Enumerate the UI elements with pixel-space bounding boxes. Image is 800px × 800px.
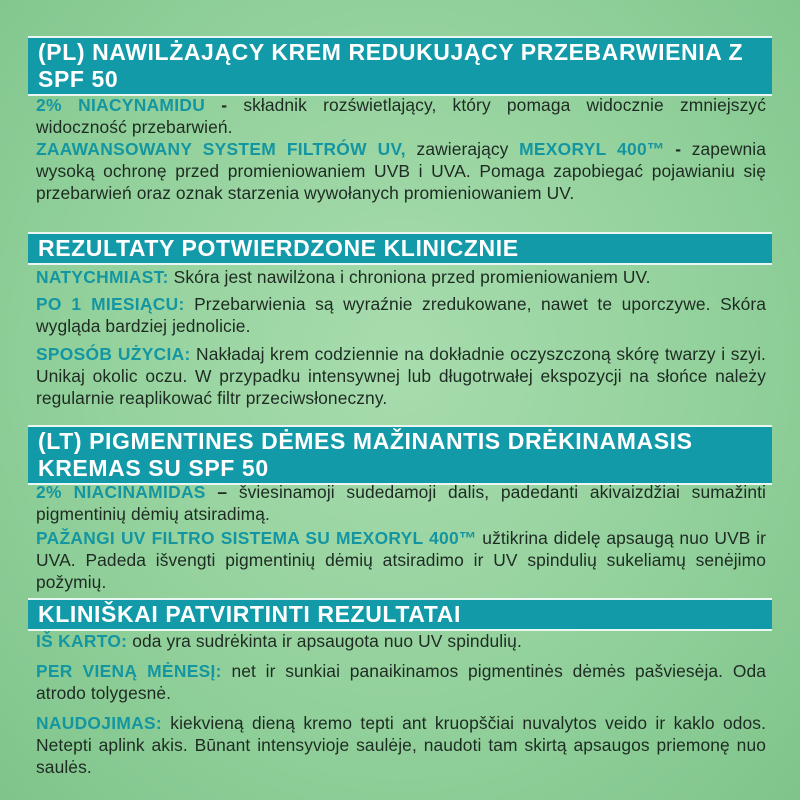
pl-niacinamide-highlight: 2% NIACYNAMIDU <box>36 95 206 115</box>
pl-uv-filter-highlight: ZAAWANSOWANY SYSTEM FILTRÓW UV, <box>36 139 406 159</box>
lt-niacinamide-paragraph <box>36 481 766 525</box>
pl-result-immediate <box>36 266 766 288</box>
lt-title-banner <box>28 425 772 485</box>
lt-result-month-text: net ir sunkiai panaikinamos pigmentinės dėmės pašviesėja. Oda atrodo tolygesnė. <box>36 661 766 703</box>
lt-niacinamide-text: šviesinamoji sudedamoji dalis, padedanti akivaizdžiai sumažinti pigmentinių dėmių atsiradimą. <box>36 482 767 524</box>
lt-usage-text: kiekvieną dieną kremo tepti ant kruopščiai nuvalytos veido ir kaklo odos. Netepti aplink akis. Būnant intensyvioje saulėje, naudoti tam skirtą apsaugos priemonę nuo saulės. <box>36 713 766 777</box>
lt-usage <box>36 712 766 778</box>
pl-uv-filter-text: zapewnia wysoką ochronę przed promieniowaniem UVB i UVA. Pomaga zapobiegać pojawianiu się przebarwień oraz oznak starzenia wywołanych promieniowaniem UV. <box>36 139 766 203</box>
lt-uv-filter-text: užtikrina didelę apsaugą nuo UVB ir UVA. Padeda išvengti pigmentinių dėmių atsiradimo ir UV spindulių sukeliamų senėjimo požymių. <box>36 528 766 592</box>
pl-usage-text: Nakładaj krem codziennie na dokładnie oczyszczoną skórę twarzy i szyi. Unikaj okolic oczu. W przypadku intensywnej lub długotrwałej ekspozycji na słońce należy regularnie reaplikować filtr przeciwsłoneczny. <box>36 344 766 408</box>
lt-usage-label: NAUDOJIMAS: <box>36 713 163 733</box>
lt-niacinamide-highlight: 2% NIACINAMIDAS <box>36 482 206 502</box>
lt-result-immediate-label: IŠ KARTO: <box>36 631 128 651</box>
pl-niacinamide-separator: - <box>205 95 244 115</box>
lt-result-month-label: PER VIENĄ MĖNESĮ: <box>36 661 222 681</box>
pl-uv-filter-paragraph <box>36 138 766 204</box>
pl-niacinamide-text: składnik rozświetlający, który pomaga widocznie zmniejszyć widoczność przebarwień. <box>36 95 766 137</box>
pl-uv-filter-mid: zawierający <box>405 139 520 159</box>
pl-results-title: REZULTATY POTWIERDZONE KLINICZNIE <box>38 235 519 261</box>
lt-results-banner <box>28 598 772 631</box>
pl-niacinamide-paragraph <box>36 94 766 138</box>
lt-results-title: KLINIŠKAI PATVIRTINTI REZULTATAI <box>38 601 461 627</box>
lt-result-month <box>36 660 766 704</box>
pl-title: (PL) NAWILŻAJĄCY KREM REDUKUJĄCY PRZEBARWIENIA Z SPF 50 <box>38 39 744 92</box>
pl-result-immediate-label: NATYCHMIAST: <box>36 267 169 287</box>
lt-uv-filter-highlight: PAŽANGI UV FILTRO SISTEMA SU MEXORYL 400™ <box>36 528 477 548</box>
pl-results-banner <box>28 232 772 265</box>
pl-mexoryl-highlight: MEXORYL 400™ <box>519 139 665 159</box>
lt-result-immediate <box>36 630 766 652</box>
pl-result-month <box>36 293 766 337</box>
pl-title-banner <box>28 36 772 96</box>
pl-uv-filter-separator: - <box>664 139 692 159</box>
lt-niacinamide-separator: – <box>205 482 239 502</box>
lt-result-immediate-text: oda yra sudrėkinta ir apsaugota nuo UV spindulių. <box>127 631 522 651</box>
lt-uv-filter-paragraph <box>36 527 766 593</box>
lt-title: (LT) PIGMENTINES DĖMES MAŽINANTIS DRĖKINAMASIS KREMAS SU SPF 50 <box>38 428 693 481</box>
pl-result-immediate-text: Skóra jest nawilżona i chroniona przed promieniowaniem UV. <box>168 267 651 287</box>
pl-usage-label: SPOSÓB UŻYCIA: <box>36 344 191 364</box>
pl-result-month-text: Przebarwienia są wyraźnie zredukowane, nawet te uporczywe. Skóra wygląda bardziej jednolicie. <box>36 294 767 336</box>
pl-result-month-label: PO 1 MIESIĄCU: <box>36 294 185 314</box>
pl-usage <box>36 343 766 409</box>
